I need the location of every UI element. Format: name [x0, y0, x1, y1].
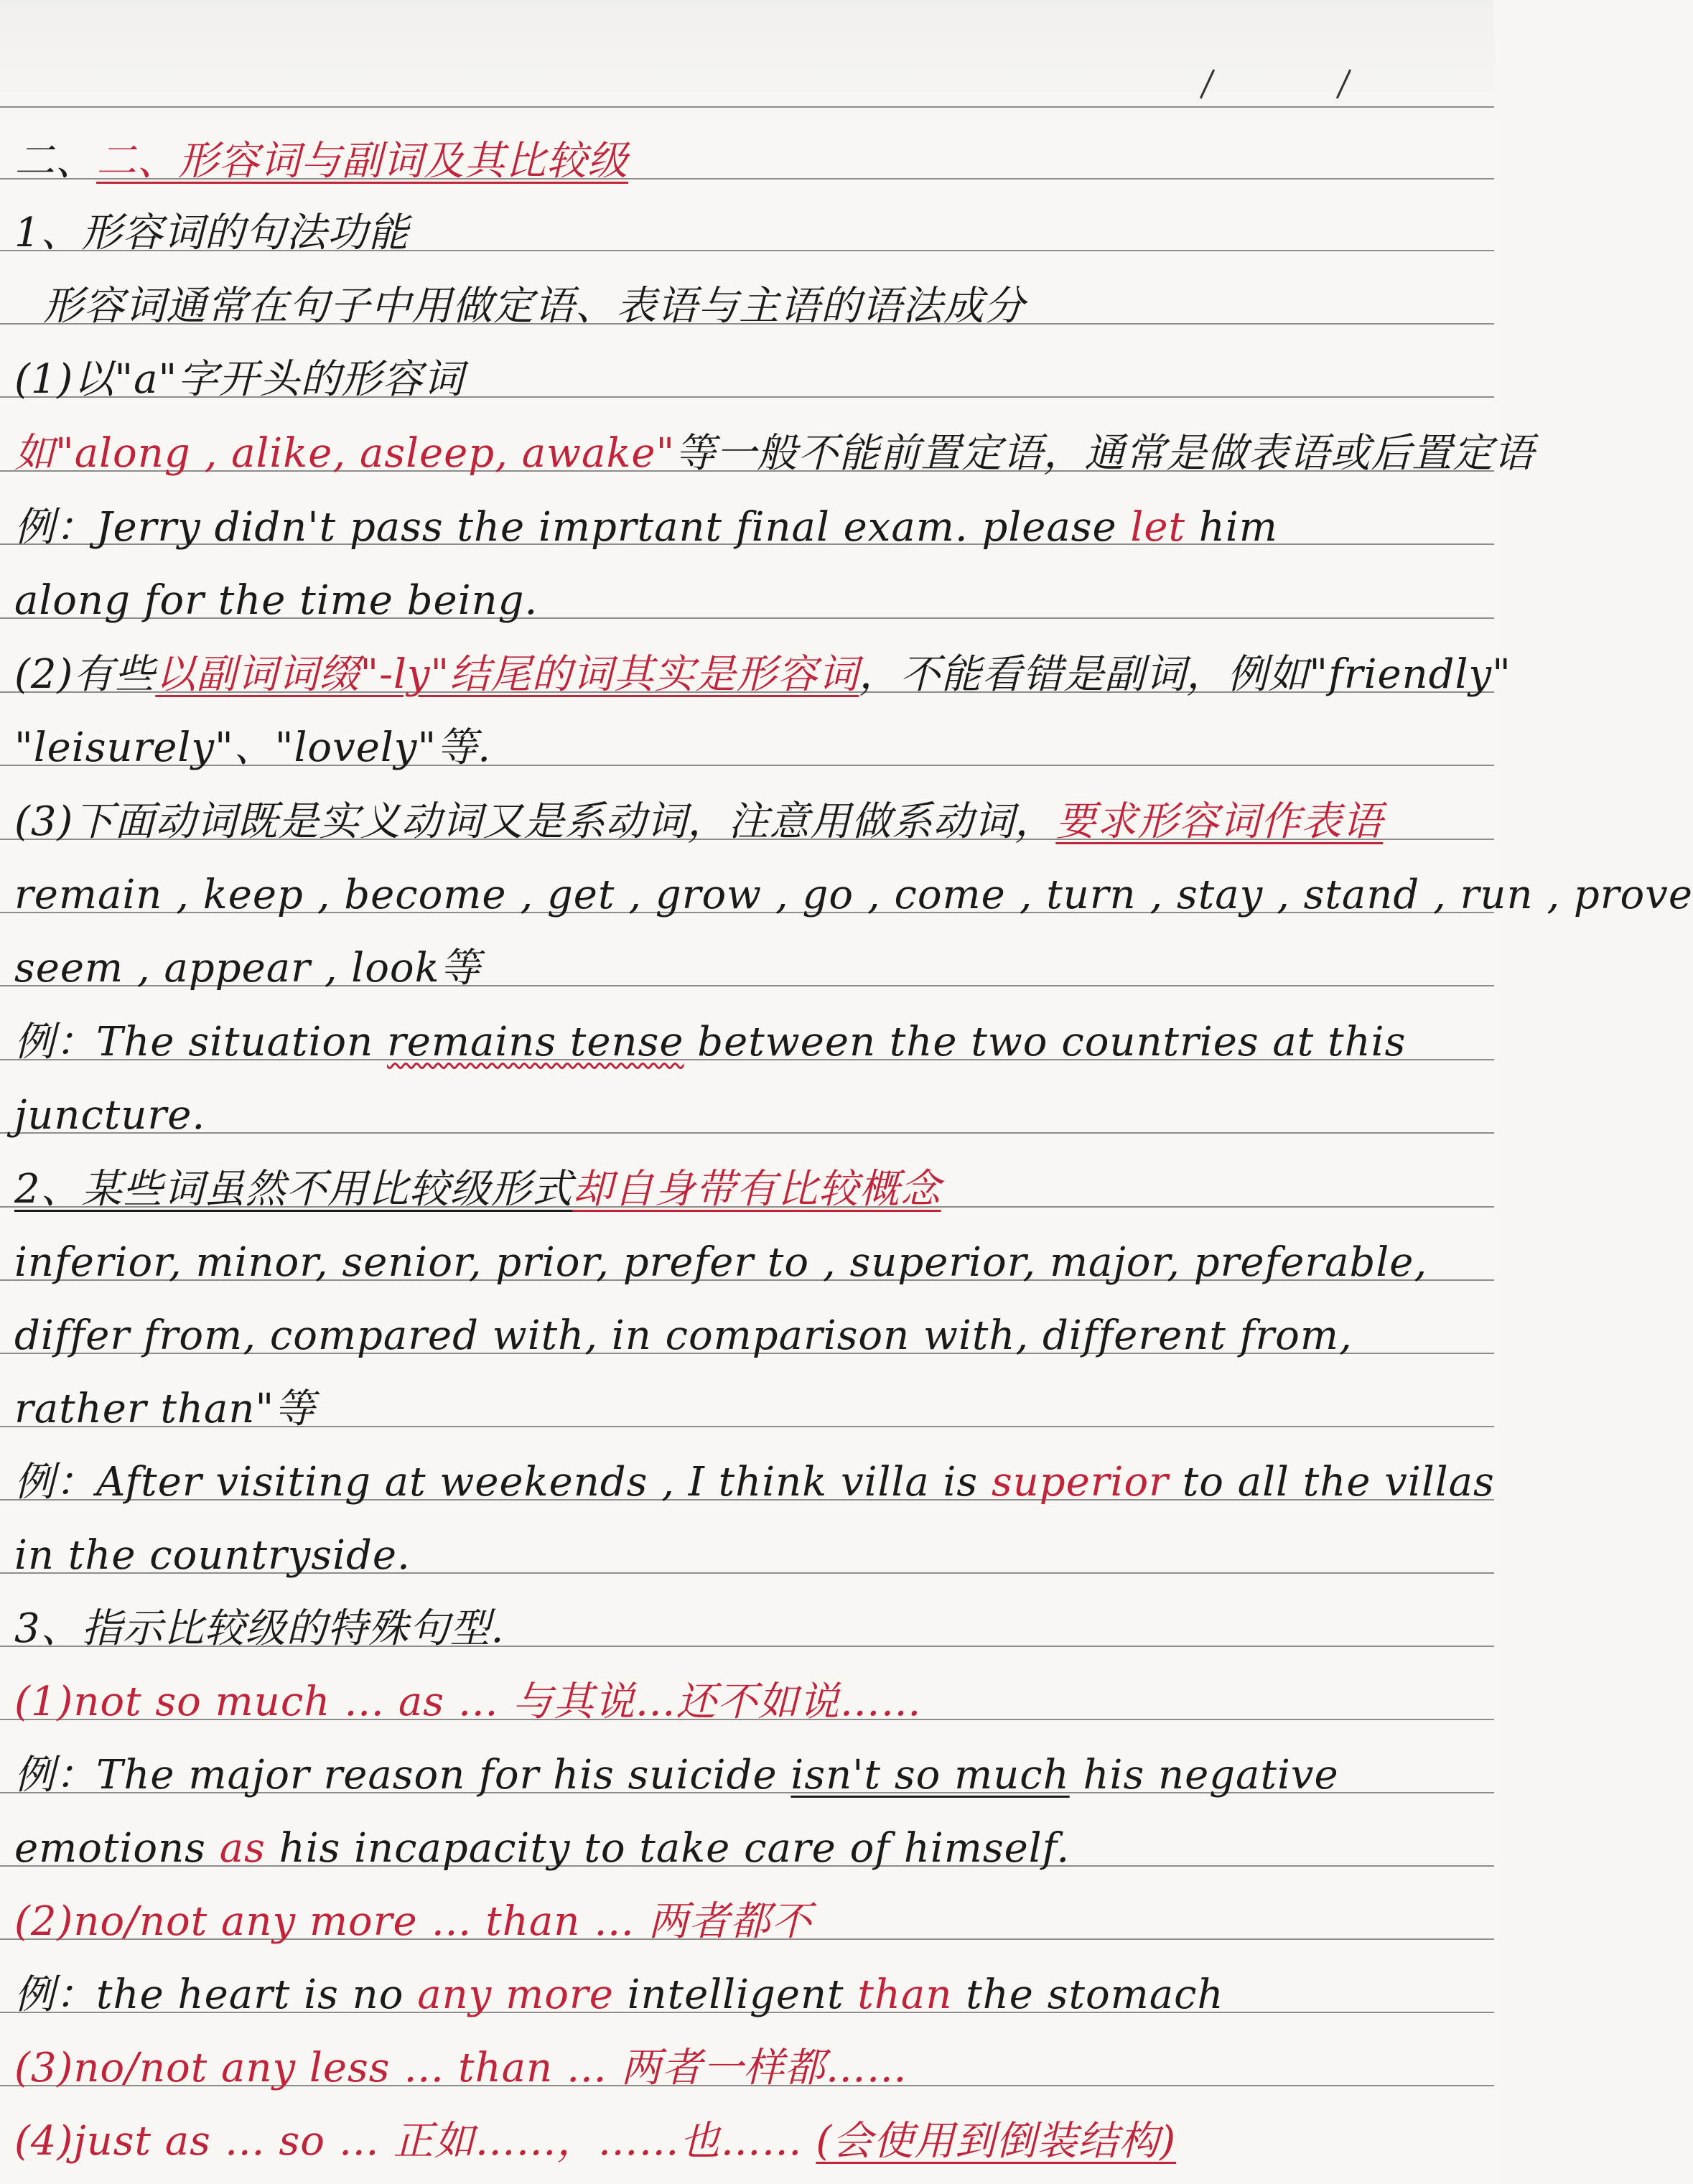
- example-5: [14, 1970, 1224, 2020]
- comparison-words-1: inferior, minor, senior, prior, prefer to , superior, major, preferable,: [14, 1239, 1428, 1286]
- rule-prefix: 如: [14, 430, 55, 477]
- section-3-title: 3、指示比较级的特殊句型.: [14, 1605, 505, 1652]
- example-prefix: 例：: [14, 1752, 96, 1798]
- highlight-word: superior: [991, 1459, 1169, 1506]
- section-2-title: [14, 1165, 941, 1215]
- example-text: After visiting at weekends , I think villa is: [96, 1459, 992, 1506]
- example-text: his incapacity to take care of himself.: [265, 1825, 1071, 1872]
- example-3-line-1: [14, 1457, 1495, 1508]
- point-3-text: (3)下面动词既是实义动词又是系动词，注意用做系动词，: [14, 798, 1056, 845]
- point-3-highlight: 要求形容词作表语: [1055, 798, 1384, 845]
- margin-tick-mark: [1336, 69, 1351, 98]
- section-1-description: 形容词通常在句子中用做定语、表语与主语的语法成分: [43, 283, 1025, 330]
- example-text: intelligent: [613, 1971, 858, 2018]
- rule-words: "along , alike, asleep, awake": [55, 430, 676, 477]
- example-prefix: 例：: [14, 1019, 96, 1065]
- point-3: [14, 797, 1383, 847]
- example-1-line-1: [14, 503, 1278, 553]
- pattern-2: (2)no/not any more … than … 两者都不: [14, 1898, 812, 1945]
- point-2-highlight: 以副词词缀"-ly"结尾的词其实是形容词: [155, 651, 859, 698]
- comparison-words-2: differ from, compared with, in comparison with, different from,: [14, 1312, 1353, 1359]
- example-text: The major reason for his suicide: [96, 1752, 791, 1798]
- pattern-4-text: (4)just as … so … 正如……，……也……: [14, 2118, 816, 2165]
- example-text: him: [1185, 504, 1278, 551]
- example-text: The situation: [96, 1019, 387, 1065]
- example-4-line-1: [14, 1750, 1339, 1801]
- pattern-3: (3)no/not any less … than … 两者一样都……: [14, 2045, 908, 2091]
- example-prefix: 例：: [14, 504, 96, 551]
- heading-line: [14, 136, 628, 187]
- point-1-rule: [14, 429, 1534, 479]
- example-text: to all the villas: [1168, 1459, 1495, 1506]
- wavy-underlined-phrase: remains tense: [386, 1019, 684, 1065]
- point-2-prefix: (2)有些: [14, 651, 156, 698]
- example-text: emotions: [14, 1825, 220, 1872]
- highlight-word: than: [857, 1971, 953, 2018]
- highlight-word: as: [219, 1825, 266, 1872]
- point-2-text: ，不能看错是副词，例如"friendly": [859, 651, 1511, 698]
- highlight-word: let: [1130, 504, 1185, 551]
- example-prefix: 例：: [14, 1459, 96, 1506]
- point-2: [14, 650, 1511, 700]
- section-2-text: 2、某些词虽然不用比较级形式: [14, 1166, 573, 1213]
- heading-number: 二、: [14, 138, 96, 185]
- underlined-phrase: isn't so much: [790, 1752, 1070, 1798]
- highlight-phrase: any more: [417, 1971, 614, 2018]
- ruled-line: [0, 1132, 1494, 1134]
- example-3-line-2: in the countryside.: [14, 1532, 411, 1579]
- example-2-line-2: juncture.: [14, 1092, 206, 1139]
- verb-list-1: remain , keep , become , get , grow , go , come , turn , stay , stand , run , prove: [14, 872, 1693, 918]
- point-2-line-2: "leisurely"、"lovely"等.: [14, 724, 492, 771]
- section-2-highlight: 却自身带有比较概念: [572, 1166, 941, 1213]
- point-1-label: (1)以"a"字开头的形容词: [14, 356, 465, 403]
- example-2-line-1: [14, 1017, 1406, 1068]
- example-text: Jerry didn't pass the imprtant final exam. please: [96, 504, 1131, 551]
- ruled-line: [0, 106, 1494, 108]
- example-prefix: 例：: [14, 1971, 96, 2018]
- comparison-words-3: rather than"等: [14, 1386, 316, 1432]
- example-1-line-2: along for the time being.: [14, 577, 538, 624]
- example-4-line-2: [14, 1824, 1070, 1874]
- example-text: his negative: [1069, 1752, 1339, 1798]
- rule-explanation: 等一般不能前置定语，通常是做表语或后置定语: [675, 430, 1535, 477]
- pattern-4-note: (会使用到倒装结构): [816, 2118, 1177, 2165]
- section-1-title: 1、形容词的句法功能: [14, 210, 409, 256]
- example-text: between the two countries at this: [684, 1019, 1407, 1065]
- verb-list-2: seem , appear , look等: [14, 945, 481, 991]
- margin-tick-mark: [1200, 69, 1215, 98]
- pattern-4: [14, 2117, 1176, 2167]
- example-text: the heart is no: [96, 1971, 418, 2018]
- pattern-1: (1)not so much … as … 与其说…还不如说……: [14, 1679, 922, 1725]
- heading-title: 二、形容词与副词及其比较级: [96, 138, 628, 185]
- example-text: the stomach: [952, 1971, 1224, 2018]
